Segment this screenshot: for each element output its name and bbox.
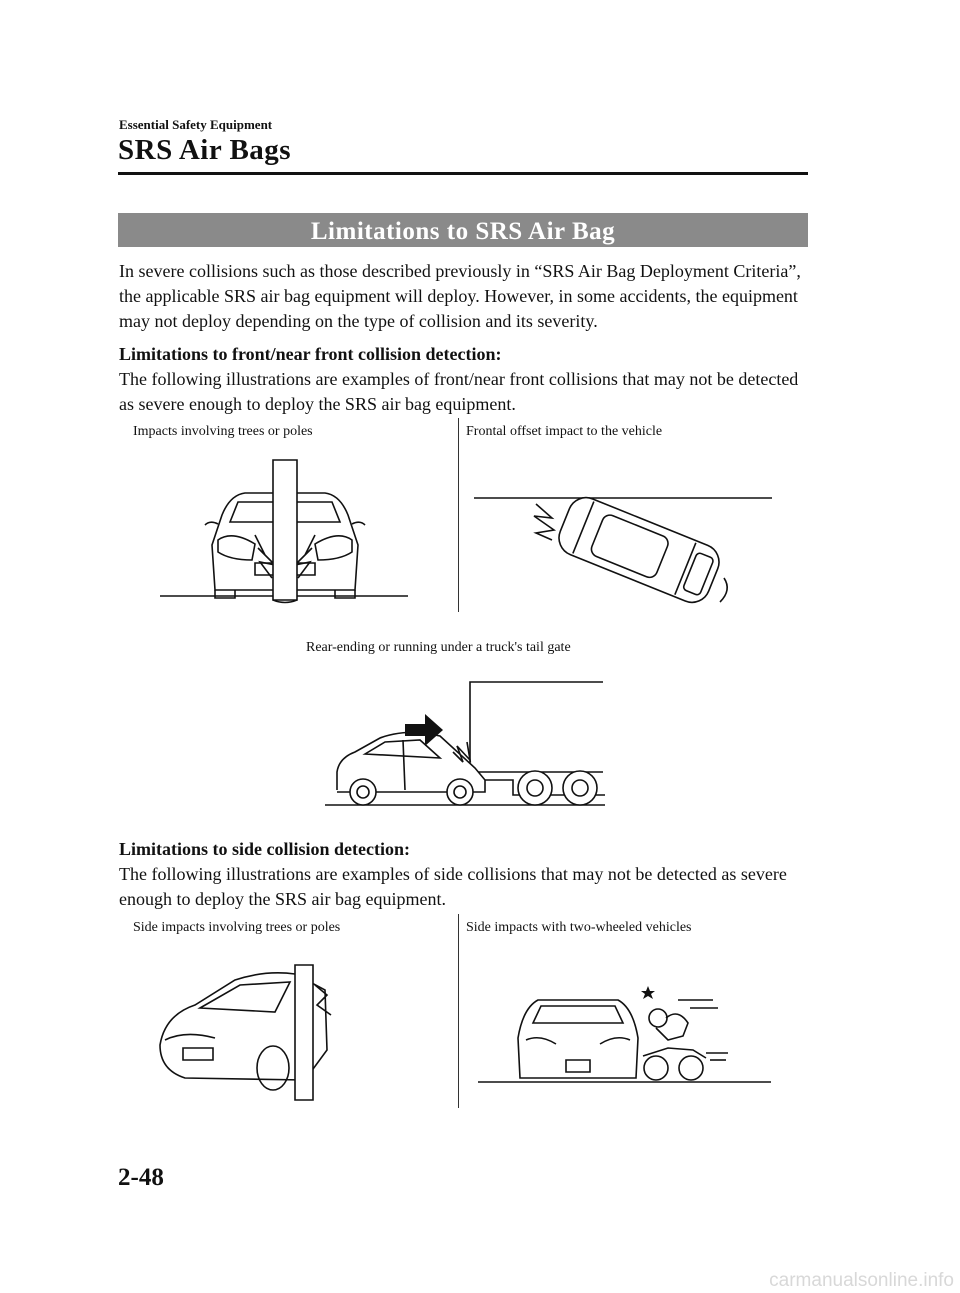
caption-truck-tailgate: Rear-ending or running under a truck's tail gate [306,640,571,655]
page-number: 2-48 [118,1164,164,1191]
side-collision-section [119,837,809,912]
caption-frontal-offset: Frontal offset impact to the vehicle [466,424,663,439]
side-collision-heading: Limitations to side collision detection: [119,839,410,859]
side-pole-illustration [155,960,335,1100]
front-collision-text: The following illustrations are examples of front/near front collisions that may not be detected as severe enough to deploy the SRS air bag equipment. [119,369,799,414]
caption-side-trees-poles: Side impacts involving trees or poles [133,920,341,935]
section-banner: Limitations to SRS Air Bag [118,213,808,247]
pole-impact-illustration [160,460,410,605]
watermark: carmanualsonline.info [769,1270,954,1291]
intro-paragraph: In severe collisions such as those described previously in “SRS Air Bag Deployment Criteria”, the applicable SRS air bag equipment will deploy. However, in some accidents, the equipment may not deploy depending on the type of collision and its severity. [119,261,801,331]
frontal-offset-illustration [474,488,774,608]
illustration-divider-side [458,914,459,1108]
side-collision-text: The following illustrations are examples of side collisions that may not be detected as severe enough to deploy the SRS air bag equipment. [119,864,787,909]
motorcycle-impact-illustration [478,978,773,1088]
caption-two-wheeled: Side impacts with two-wheeled vehicles [466,920,692,935]
front-collision-section [119,342,809,417]
front-collision-heading: Limitations to front/near front collision detection: [119,344,502,364]
section-label: Essential Safety Equipment [119,117,273,132]
truck-underride-illustration [325,680,610,810]
title-divider [118,172,808,175]
illustration-divider [458,418,459,612]
caption-trees-poles: Impacts involving trees or poles [133,424,313,439]
page-title: SRS Air Bags [118,134,292,166]
